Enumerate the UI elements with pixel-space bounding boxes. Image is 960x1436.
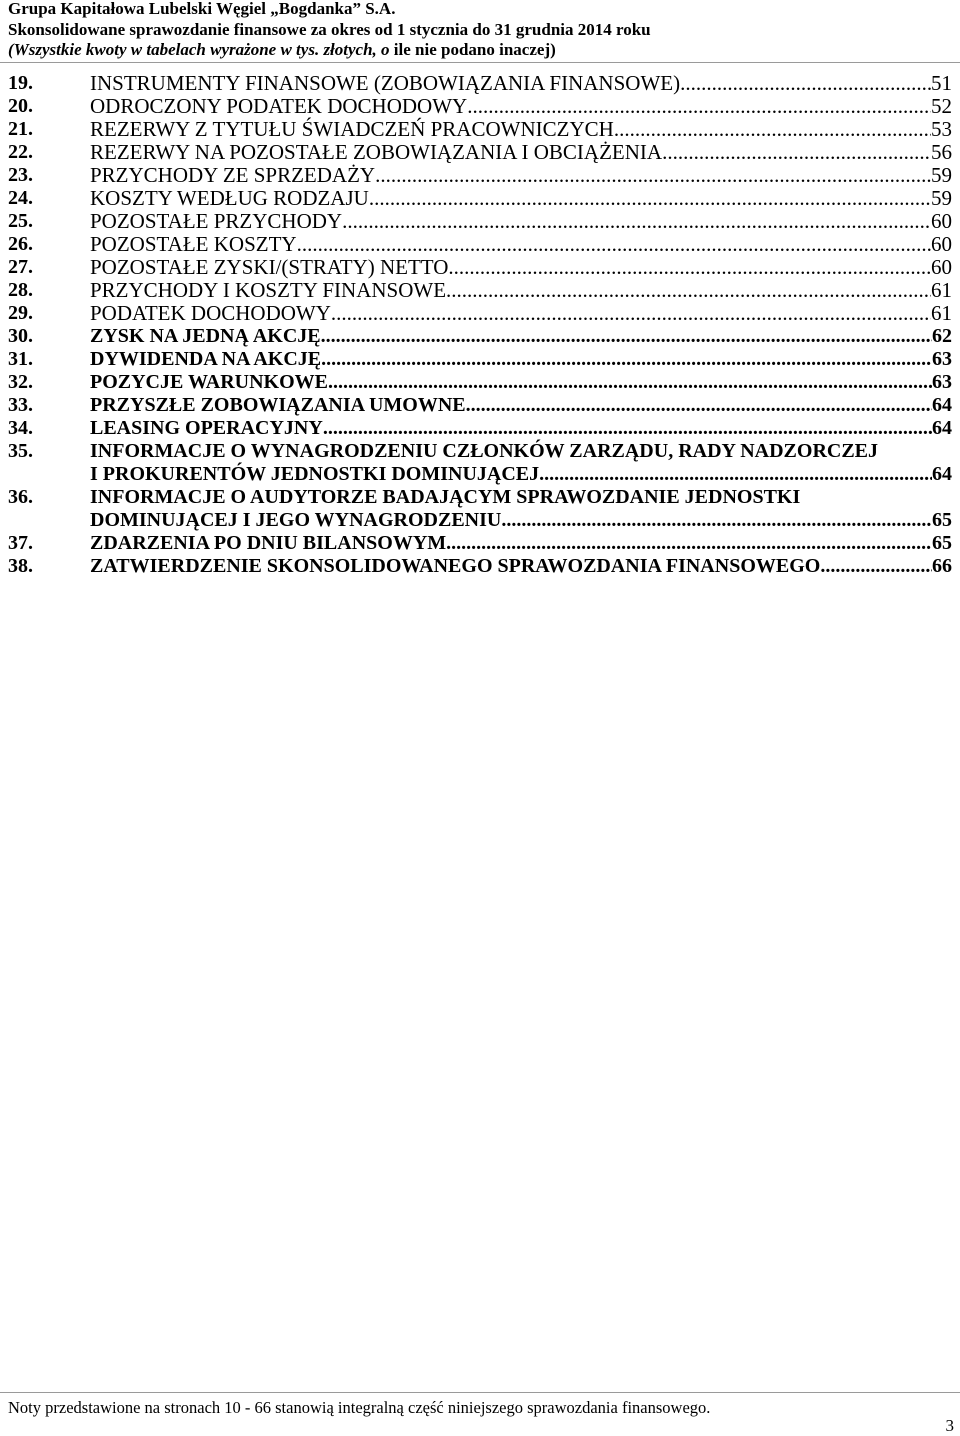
- dot-leader: [328, 371, 932, 394]
- dot-leader: [342, 210, 931, 233]
- toc-entry-27[interactable]: [8, 256, 952, 279]
- toc-entry-number: 38.: [8, 555, 33, 577]
- toc-entry-number: 34.: [8, 417, 33, 439]
- toc-entry-title: POZOSTAŁE ZYSKI/(STRATY) NETTO: [90, 255, 449, 279]
- toc-entry-24[interactable]: [8, 187, 952, 210]
- toc-entry-page: 59: [931, 163, 952, 187]
- toc-entry-line: [90, 394, 952, 417]
- toc-entry-number: 26.: [8, 233, 33, 255]
- toc-entry-title: INSTRUMENTY FINANSOWE (ZOBOWIĄZANIA FINANSOWE): [90, 71, 681, 95]
- toc-entry-page: 62: [932, 325, 952, 347]
- toc-entry-title: LEASING OPERACYJNY: [90, 417, 323, 439]
- toc-entry-title: POZOSTAŁE PRZYCHODY: [90, 209, 343, 233]
- toc-entry-number: 33.: [8, 394, 33, 416]
- toc-entry-line: [90, 302, 952, 325]
- toc-entry-number: 22.: [8, 141, 33, 163]
- toc-entry-33[interactable]: [8, 394, 952, 417]
- footer-note: Noty przedstawione na stronach 10 - 66 stanowią integralną część niniejszego sprawozdania finansowego.: [8, 1398, 711, 1417]
- toc-entry-34[interactable]: [8, 417, 952, 440]
- page-header: [8, 0, 952, 61]
- dot-leader: [375, 164, 931, 187]
- dot-leader: [321, 325, 932, 348]
- toc-entry-page: 65: [932, 532, 952, 554]
- toc-entry-number: 37.: [8, 532, 33, 554]
- toc-entry-title: POZOSTAŁE KOSZTY: [90, 232, 297, 256]
- toc-entry-number: 27.: [8, 256, 33, 278]
- toc-entry-line: [90, 348, 952, 371]
- toc-entry-25[interactable]: [8, 210, 952, 233]
- toc-entry-page: 60: [931, 232, 952, 256]
- toc-entry-title-line-1: INFORMACJE O AUDYTORZE BADAJĄCYM SPRAWOZDANIE JEDNOSTKI: [90, 486, 801, 508]
- toc-entry-title-line-2: DOMINUJĄCEJ I JEGO WYNAGRODZENIU: [90, 509, 502, 531]
- toc-entry-text: [90, 440, 952, 486]
- toc-entry-line: [90, 164, 952, 187]
- toc-entry-line: [90, 95, 952, 118]
- dot-leader: [501, 509, 932, 532]
- toc-entry-26[interactable]: [8, 233, 952, 256]
- toc-entry-page: 52: [931, 94, 952, 118]
- toc-entry-20[interactable]: [8, 95, 952, 118]
- toc-entry-page: 56: [931, 140, 952, 164]
- toc-entry-line: [90, 256, 952, 279]
- toc-entry-line: [90, 463, 952, 486]
- toc-entry-number: 35.: [8, 440, 33, 462]
- toc-entry-number: 36.: [8, 486, 33, 508]
- toc-entry-line: [90, 141, 952, 164]
- toc-entry-number: 24.: [8, 187, 33, 209]
- toc-entry-35[interactable]: [8, 440, 952, 486]
- dot-leader: [466, 394, 932, 417]
- toc-entry-number: 19.: [8, 72, 33, 94]
- toc-entry-page: 61: [931, 301, 952, 325]
- page-number: 3: [945, 1416, 954, 1435]
- toc-entry-title: PRZYCHODY I KOSZTY FINANSOWE: [90, 278, 447, 302]
- toc-entry-32[interactable]: [8, 371, 952, 394]
- dot-leader: [680, 72, 931, 95]
- toc-entry-page: 64: [932, 417, 952, 439]
- dot-leader: [321, 348, 932, 371]
- toc-entry-page: 51: [931, 71, 952, 95]
- toc-entry-title: PRZYCHODY ZE SPRZEDAŻY: [90, 163, 376, 187]
- toc-entry-number: 31.: [8, 348, 33, 370]
- toc-entry-number: 25.: [8, 210, 33, 232]
- dot-leader: [662, 141, 931, 164]
- table-of-contents: [8, 72, 952, 578]
- report-title: Skonsolidowane sprawozdanie finansowe za okres od 1 stycznia do 31 grudnia 2014 roku: [8, 19, 651, 39]
- toc-entry-line: [90, 509, 952, 532]
- toc-entry-31[interactable]: [8, 348, 952, 371]
- toc-entry-page: 66: [932, 555, 952, 577]
- toc-entry-title: ODROCZONY PODATEK DOCHODOWY: [90, 94, 468, 118]
- company-name: Grupa Kapitałowa Lubelski Węgiel „Bogdanka” S.A.: [8, 0, 396, 18]
- toc-entry-line: [90, 440, 952, 463]
- toc-entry-number: 29.: [8, 302, 33, 324]
- dot-leader: [323, 417, 932, 440]
- toc-entry-line: [90, 555, 952, 578]
- toc-entry-number: 28.: [8, 279, 33, 301]
- amounts-note-regular: ile nie podano inaczej): [393, 40, 556, 59]
- toc-entry-21[interactable]: [8, 118, 952, 141]
- toc-entry-38[interactable]: [8, 555, 952, 578]
- toc-entry-title: PRZYSZŁE ZOBOWIĄZANIA UMOWNE: [90, 394, 466, 416]
- toc-entry-page: 60: [931, 209, 952, 233]
- toc-entry-page: 63: [932, 348, 952, 370]
- header-divider: [0, 62, 960, 63]
- toc-entry-line: [90, 417, 952, 440]
- toc-entry-title-line-1: INFORMACJE O WYNAGRODZENIU CZŁONKÓW ZARZĄDU, RADY NADZORCZEJ: [90, 440, 879, 462]
- toc-entry-number: 32.: [8, 371, 33, 393]
- toc-entry-title-line-2: I PROKURENTÓW JEDNOSTKI DOMINUJĄCEJ: [90, 463, 540, 485]
- toc-entry-line: [90, 279, 952, 302]
- toc-entry-19[interactable]: [8, 72, 952, 95]
- toc-entry-number: 30.: [8, 325, 33, 347]
- toc-entry-line: [90, 486, 952, 509]
- toc-entry-30[interactable]: [8, 325, 952, 348]
- toc-entry-22[interactable]: [8, 141, 952, 164]
- toc-entry-36[interactable]: [8, 486, 952, 532]
- dot-leader: [467, 95, 931, 118]
- dot-leader: [369, 187, 931, 210]
- dot-leader: [297, 233, 931, 256]
- dot-leader: [820, 555, 932, 578]
- toc-entry-title: REZERWY NA POZOSTAŁE ZOBOWIĄZANIA I OBCIĄŻENIA: [90, 140, 663, 164]
- toc-entry-page: 53: [931, 117, 952, 141]
- toc-entry-number: 20.: [8, 95, 33, 117]
- dot-leader: [331, 302, 931, 325]
- toc-entry-title: KOSZTY WEDŁUG RODZAJU: [90, 186, 369, 210]
- toc-entry-page: 64: [932, 463, 952, 485]
- toc-entry-line: [90, 72, 952, 95]
- toc-entry-number: 21.: [8, 118, 33, 140]
- toc-entry-29[interactable]: [8, 302, 952, 325]
- toc-entry-page: 63: [932, 371, 952, 393]
- toc-entry-title: REZERWY Z TYTUŁU ŚWIADCZEŃ PRACOWNICZYCH: [90, 117, 614, 141]
- dot-leader: [446, 279, 931, 302]
- toc-entry-line: [90, 233, 952, 256]
- toc-entry-page: 61: [931, 278, 952, 302]
- amounts-note-italic: (Wszystkie kwoty w tabelach wyrażone w tys. złotych, o: [8, 40, 390, 59]
- dot-leader: [448, 256, 931, 279]
- toc-entry-line: [90, 118, 952, 141]
- toc-entry-line: [90, 325, 952, 348]
- toc-entry-title: POZYCJE WARUNKOWE: [90, 371, 328, 393]
- toc-entry-page: 59: [931, 186, 952, 210]
- toc-entry-28[interactable]: [8, 279, 952, 302]
- toc-entry-text: [90, 486, 952, 532]
- toc-entry-title: ZYSK NA JEDNĄ AKCJĘ: [90, 325, 321, 347]
- toc-entry-23[interactable]: [8, 164, 952, 187]
- toc-entry-page: 65: [932, 509, 952, 531]
- toc-entry-line: [90, 371, 952, 394]
- toc-entry-line: [90, 210, 952, 233]
- dot-leader: [539, 463, 932, 486]
- toc-entry-number: 23.: [8, 164, 33, 186]
- toc-entry-page: 60: [931, 255, 952, 279]
- toc-entry-title: DYWIDENDA NA AKCJĘ: [90, 348, 322, 370]
- footer-divider: [0, 1392, 960, 1393]
- toc-entry-title: ZATWIERDZENIE SKONSOLIDOWANEGO SPRAWOZDANIA FINANSOWEGO: [90, 555, 821, 577]
- dot-leader: [446, 532, 932, 555]
- toc-entry-page: 64: [932, 394, 952, 416]
- amounts-note: [8, 40, 952, 61]
- toc-entry-37[interactable]: [8, 532, 952, 555]
- toc-entry-line: [90, 532, 952, 555]
- toc-entry-title: ZDARZENIA PO DNIU BILANSOWYM: [90, 532, 447, 554]
- dot-leader: [614, 118, 931, 141]
- toc-entry-line: [90, 187, 952, 210]
- toc-entry-title: PODATEK DOCHODOWY: [90, 301, 331, 325]
